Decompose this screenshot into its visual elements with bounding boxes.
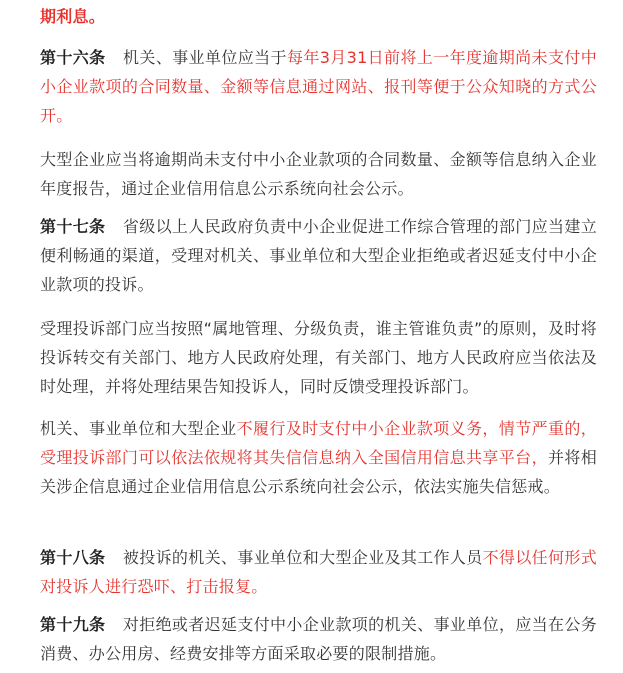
- article-number: 第十九条: [40, 615, 106, 634]
- paragraph-article-18: [40, 543, 597, 601]
- body-text: 受理投诉部门应当按照“属地管理、分级负责，谁主管谁负责”的原则，及时将投诉转交有关部门、地方人民政府处理，有关部门、地方人民政府应当依法及时处理，并将处理结果告知投诉人，同时反馈受理投诉部门。: [40, 319, 597, 396]
- highlight-text: 不得以任何形式对投诉人进行恐吓、打击报复。: [40, 548, 597, 596]
- highlight-text: 期利息。: [40, 7, 106, 26]
- body-text: 并将相关涉企信息通过企业信用信息公示系统向社会公示，依法实施失信惩戒。: [40, 448, 597, 496]
- body-text: 大型企业应当将逾期尚未支付中小企业款项的合同数量、金额等信息纳入企业年度报告，通过企业信用信息公示系统向社会公示。: [40, 150, 597, 198]
- paragraph-credit-punishment: [40, 414, 597, 501]
- paragraph-article-19: [40, 610, 597, 668]
- body-text: 省级以上人民政府负责中小企业促进工作综合管理的部门应当建立便利畅通的渠道，受理对机关、事业单位和大型企业拒绝或者迟延支付中小企业款项的投诉。: [40, 217, 597, 294]
- article-number: 第十七条: [40, 217, 106, 236]
- paragraph-interest-tail: [40, 2, 597, 31]
- paragraph-complaint-handling: [40, 314, 597, 401]
- highlight-text: 每年3月31日前将上一年度逾期尚未支付中小企业款项的合同数量、金额等信息通过网站、报刊等便于公众知晓的方式公开。: [40, 48, 597, 125]
- highlight-text: 不履行及时支付中小企业款项义务，情节严重的，受理投诉部门可以依法依规将其失信信息纳入全国信用信息共享平台，: [40, 419, 597, 467]
- body-text: 被投诉的机关、事业单位和大型企业及其工作人员: [122, 548, 483, 567]
- article-number: 第十八条: [40, 548, 106, 567]
- body-text: 对拒绝或者迟延支付中小企业款项的机关、事业单位，应当在公务消费、办公用房、经费安排等方面采取必要的限制措施。: [40, 615, 597, 663]
- body-text: 机关、事业单位和大型企业: [40, 419, 237, 438]
- body-text: 机关、事业单位应当于: [123, 48, 287, 67]
- paragraph-article-16: [40, 43, 597, 130]
- paragraph-large-enterprise-report: [40, 145, 597, 203]
- article-number: 第十六条: [40, 48, 106, 67]
- paragraph-article-17: [40, 212, 597, 299]
